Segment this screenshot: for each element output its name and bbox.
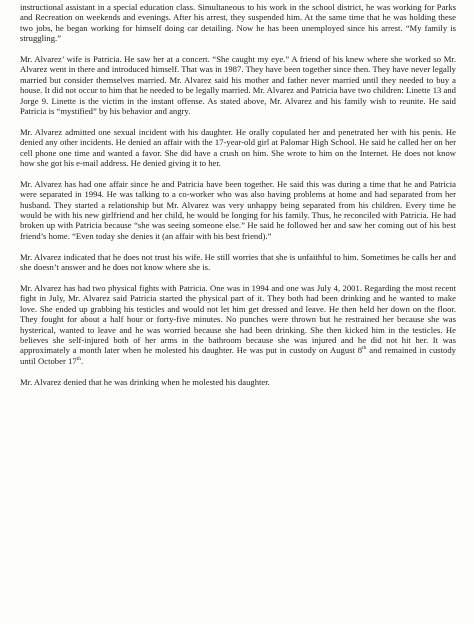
paragraph-drinking: Mr. Alvarez denied that he was drinking when he molested his daughter.	[20, 376, 270, 387]
fights-text: Mr. Alvarez has had two physical fights with Patricia. One was in 1994 and one was July 4, 2001. Regarding the most recent fight in July, Mr. Alvarez said Patricia started the physical part of it. They both had been drinking and he wanted to make love. She ended up grabbing his testicles and would not let him get dressed and leave. He then held her down on the floor. They fought for about a half hour or forty-five minutes. No punches were thrown but he restrained her because she was hysterical, wanted to leave and he was worried because she had been drinking. She then kicked him in the testicles. He believes she self-injured both of her arms in the bathroom because she was injured and he did not hit her. It was approximately a month later when he molested his daughter. He was put in custody on August 8	[20, 282, 456, 356]
ordinal-suffix: th	[76, 355, 81, 362]
paragraph-wife: Mr. Alvarez’ wife is Patricia. He saw her at a concert. “She caught my eye.” A friend of his knew where she worked so Mr. Alvarez went in there and introduced himself. That was in 1987. They have been together since then. They have never legally married but consider themselves married. Mr. Alvarez said his mother and father never married until they needed to buy a house. It did not occur to him that he needed to be legally married. Mr. Alvarez and Patricia have two children: Linette 13 and Jorge 9. Linette is the victim in the instant offense. As stated above, Mr. Alvarez and his family wish to reunite. He said Patricia is “mystified” by his behavior and angry.	[20, 54, 456, 117]
paragraph-employment: instructional assistant in a special education class. Simultaneous to his work in the school district, he was working for Parks and Recreation on weekends and evenings. After his arrest, they suspended him. At the same time that he was holding these two jobs, he began working for himself doing car detailing. Now he has been unemployed since his arrest. “My family is struggling.”	[20, 2, 456, 44]
period: .	[80, 355, 84, 366]
document-body	[20, 2, 456, 397]
custody-text: and remained in custody until October 17	[20, 345, 456, 366]
ordinal-suffix: th	[362, 345, 367, 352]
paragraph-trust: Mr. Alvarez indicated that he does not trust his wife. He still worries that she is unfaithful to him. Sometimes he calls her and she doesn’t answer and he does not know where she is.	[20, 251, 456, 273]
paragraph-affair: Mr. Alvarez has had one affair since he and Patricia have been together. He said this was during a time that he and Patricia were separated in 1994. He was talking to a co-worker who was also having problems at home and had separated from her husband. They started a relationship but Mr. Alvarez was very unhappy being separated from his children. Every time he would be with his new girlfriend and her child, he would be longing for his family. Thus, he reconciled with Patricia. He had broken up with Patricia because “she was seeing someone else.” He said he followed her and saw her coming out of his best friend’s home. “Even today she denies it (an affair with his best friend).”	[20, 178, 456, 241]
paragraph-fights	[20, 283, 456, 366]
paragraph-incident: Mr. Alvarez admitted one sexual incident with his daughter. He orally copulated her and penetrated her with his penis. He denied any other incidents. He denied an affair with the 17-year-old girl at Palomar High School. He said he called her on her cell phone one time and wanted a favor. She did have a crush on him. She wrote to him on the Internet. He does not know how she got his e-mail address. He denied giving it to her.	[20, 126, 456, 169]
